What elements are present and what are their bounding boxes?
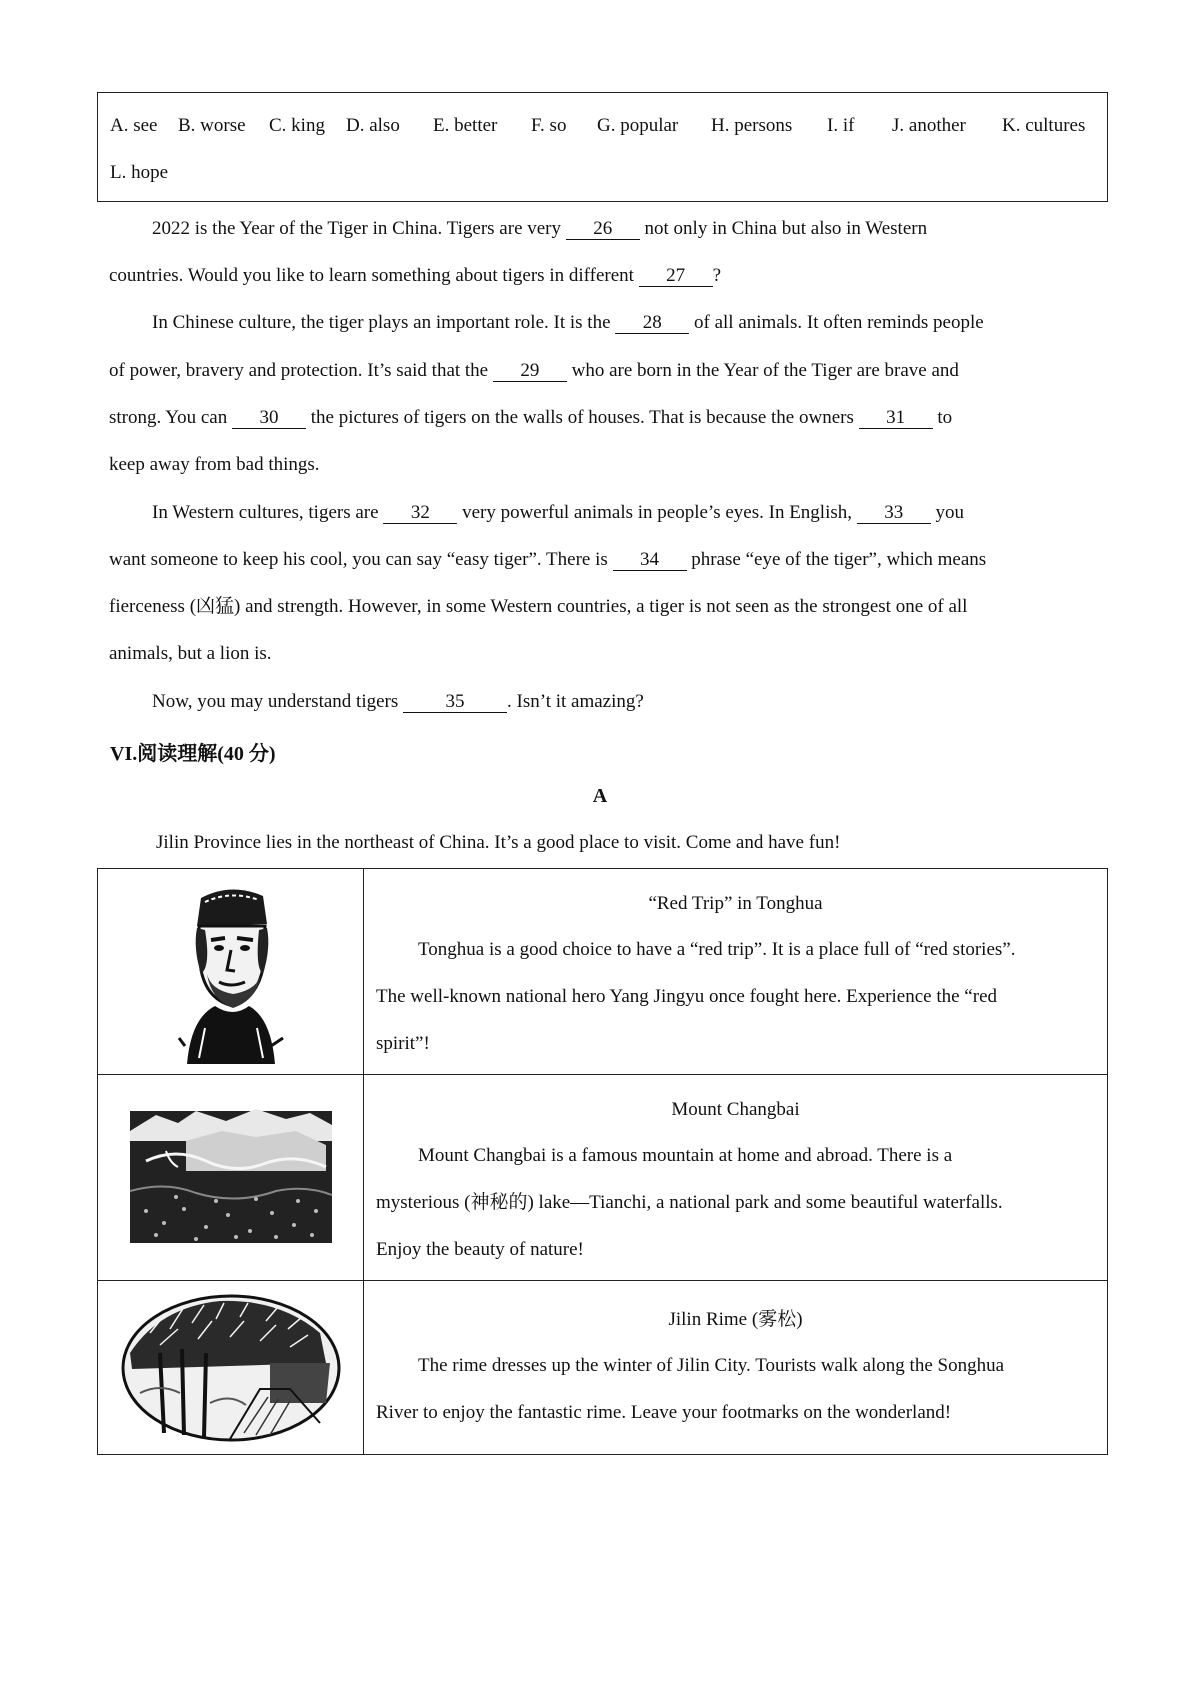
description-line: The well-known national hero Yang Jingyu once fought here. Experience the “red bbox=[376, 986, 997, 1007]
passage-text: the pictures of tigers on the walls of houses. That is because the owners bbox=[305, 407, 859, 428]
word-option: L. hope bbox=[110, 162, 169, 183]
passage-text: strong. You can bbox=[109, 407, 232, 428]
hero-portrait-image bbox=[171, 878, 291, 1064]
passage-line bbox=[152, 310, 1152, 336]
blank-27: 27 bbox=[639, 266, 713, 287]
word-option: E. better bbox=[433, 115, 498, 136]
table-row bbox=[98, 1281, 1108, 1455]
description-line: The rime dresses up the winter of Jilin City. Tourists walk along the Songhua bbox=[418, 1355, 1005, 1376]
passage-line bbox=[109, 405, 1109, 431]
blank-28: 28 bbox=[615, 313, 689, 334]
passage-text: ? bbox=[712, 265, 722, 286]
description-line: River to enjoy the fantastic rime. Leave your footmarks on the wonderland! bbox=[376, 1402, 952, 1423]
place-description bbox=[364, 926, 1107, 1067]
jilin-rime-image bbox=[120, 1293, 342, 1443]
passage-text: 2022 is the Year of the Tiger in China. Tigers are very bbox=[152, 218, 566, 239]
passage-line bbox=[109, 547, 1109, 573]
passage-text: Now, you may understand tigers bbox=[152, 691, 403, 712]
image-cell bbox=[98, 1281, 364, 1455]
word-option: G. popular bbox=[597, 115, 679, 136]
place-card-changbai bbox=[364, 1075, 1108, 1281]
places-table bbox=[97, 868, 1108, 1455]
passage-text: In Western cultures, tigers are bbox=[152, 502, 384, 523]
description-line: Enjoy the beauty of nature! bbox=[376, 1239, 584, 1260]
place-description bbox=[364, 1132, 1107, 1273]
word-option: D. also bbox=[346, 115, 400, 136]
place-card-tonghua bbox=[364, 869, 1108, 1075]
passage-text: of power, bravery and protection. It’s said that the bbox=[109, 360, 493, 381]
passage-text: want someone to keep his cool, you can say “easy tiger”. There is bbox=[109, 549, 613, 570]
passage-text: phrase “eye of the tiger”, which means bbox=[686, 549, 987, 570]
word-option: C. king bbox=[269, 115, 325, 136]
word-option: B. worse bbox=[178, 115, 246, 136]
description-line: mysterious (神秘的) lake—Tianchi, a national park and some beautiful waterfalls. bbox=[376, 1192, 1003, 1213]
place-title: Jilin Rime (雾松) bbox=[668, 1309, 803, 1330]
passage-text: countries. Would you like to learn something about tigers in different bbox=[109, 265, 639, 286]
passage-line: animals, but a lion is. bbox=[109, 643, 272, 664]
passage-line bbox=[152, 216, 1152, 242]
table-row bbox=[98, 1075, 1108, 1281]
blank-29: 29 bbox=[493, 361, 567, 382]
word-bank-box bbox=[97, 92, 1108, 202]
blank-30: 30 bbox=[232, 408, 306, 429]
passage-text: very powerful animals in people’s eyes. In English, bbox=[457, 502, 857, 523]
passage-line: fierceness (凶猛) and strength. However, in some Western countries, a tiger is not seen as the strongest one of all bbox=[109, 596, 968, 617]
section-title: VI.阅读理解(40 分) bbox=[110, 743, 276, 765]
passage-text: not only in China but also in Western bbox=[639, 218, 928, 239]
passage-text: of all animals. It often reminds people bbox=[689, 312, 984, 333]
blank-33: 33 bbox=[857, 503, 931, 524]
word-option: J. another bbox=[892, 115, 966, 136]
description-line: spirit”! bbox=[376, 1033, 430, 1054]
passage-text: In Chinese culture, the tiger plays an important role. It is the bbox=[152, 312, 616, 333]
word-option: F. so bbox=[531, 115, 567, 136]
description-line: Mount Changbai is a famous mountain at home and abroad. There is a bbox=[418, 1145, 953, 1166]
description-line: Tonghua is a good choice to have a “red trip”. It is a place full of “red stories”. bbox=[418, 939, 1016, 960]
image-cell bbox=[98, 1075, 364, 1281]
place-title: “Red Trip” in Tonghua bbox=[648, 893, 823, 914]
image-cell bbox=[98, 869, 364, 1075]
place-description bbox=[364, 1342, 1107, 1436]
table-row bbox=[98, 869, 1108, 1075]
passage-text: you bbox=[930, 502, 964, 523]
passage-text: who are born in the Year of the Tiger are brave and bbox=[566, 360, 959, 381]
blank-31: 31 bbox=[859, 408, 933, 429]
passage-line bbox=[109, 263, 1109, 289]
word-option: I. if bbox=[827, 115, 855, 136]
blank-32: 32 bbox=[383, 503, 457, 524]
word-option: K. cultures bbox=[1002, 115, 1086, 136]
passage-line bbox=[109, 358, 1109, 384]
word-bank-row-2 bbox=[110, 162, 1097, 186]
blank-34: 34 bbox=[613, 550, 687, 571]
place-card-rime bbox=[364, 1281, 1108, 1455]
word-bank-row-1 bbox=[110, 115, 1097, 139]
word-option: H. persons bbox=[711, 115, 793, 136]
mount-changbai-image bbox=[126, 1101, 336, 1251]
place-title: Mount Changbai bbox=[671, 1099, 800, 1120]
passage-line bbox=[152, 500, 1152, 526]
part-letter: A bbox=[592, 785, 608, 807]
blank-35: 35 bbox=[403, 692, 507, 713]
passage-line: keep away from bad things. bbox=[109, 454, 320, 475]
passage-text: . Isn’t it amazing? bbox=[507, 691, 644, 712]
passage-line bbox=[152, 689, 1152, 715]
reading-intro: Jilin Province lies in the northeast of China. It’s a good place to visit. Come and have fun! bbox=[156, 832, 841, 853]
blank-26: 26 bbox=[566, 219, 640, 240]
passage-text: to bbox=[932, 407, 953, 428]
word-option: A. see bbox=[110, 115, 158, 136]
